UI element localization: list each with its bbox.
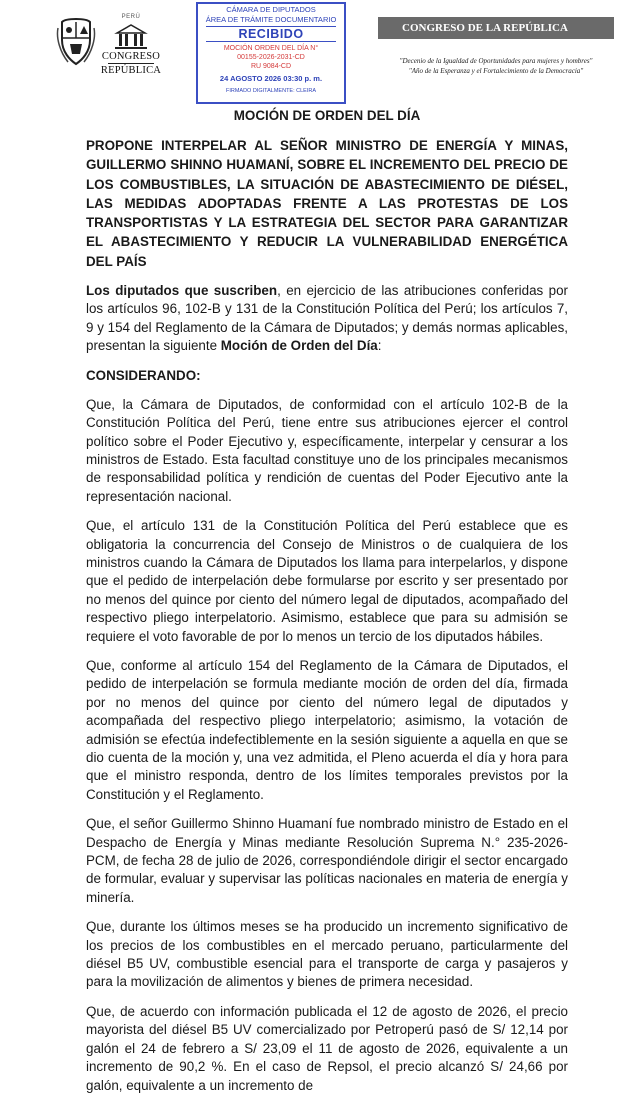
decenio-line2: "Año de la Esperanza y el Fortalecimiento de la Democracia" <box>408 67 584 75</box>
intro-text: , en ejercicio de las atribuciones conferidas por los artículos 96, 102-B y 131 de la Constitución Política del Perú; los artículos 7, 9 y 154 del Reglamento de la Cámara de Diputados; y demás normas aplicables, presentan la siguiente <box>86 283 568 354</box>
intro-paragraph <box>86 282 568 356</box>
stamp-chamber: CÁMARA DE DIPUTADOS <box>226 5 316 14</box>
stamp-area: ÁREA DE TRÁMITE DOCUMENTARIO <box>205 15 337 24</box>
paragraph: Que, el artículo 131 de la Constitución Política del Perú establece que es obligatoria la concurrencia del Consejo de Ministros o de cualquiera de los ministros cuando la Cámara de Diputados los llama para interpelarlos, y dispone que el pedido de interpelación debe formularse por escrito y ser presentado por no menos del quince por ciento del número legal de diputados, acompañado del respectivo pliego interpelatorio. Asimismo, establece que para su admisión se requiere el voto favorable de por lo menos un tercio de los diputados hábiles. <box>86 518 568 644</box>
stamp-ref-label: MOCIÓN ORDEN DEL DÍA N° <box>223 45 319 52</box>
header-banner: CONGRESO DE LA REPÚBLICA <box>378 17 614 39</box>
stamp-status: RECIBIDO <box>206 26 336 42</box>
letterhead <box>0 0 640 108</box>
considerando-heading: CONSIDERANDO: <box>86 367 201 383</box>
peru-label: PERÚ <box>121 14 141 20</box>
document-title: MOCIÓN DE ORDEN DEL DÍA <box>233 108 421 123</box>
wordmark-line2: REPÚBLICA <box>100 65 162 76</box>
paragraph: Que, el señor Guillermo Shinno Huamaní fue nombrado ministro de Estado en el Despacho de Energía y Minas mediante Resolución Suprema N.° 235-2026-PCM, de fecha 28 de julio de 2026, correspondiéndole dirigir el sector encargado de formular, evaluar y supervisar las políticas nacionales en materia de energía y minería. <box>86 816 568 905</box>
stamp-ref-number: 00155-2026-2031-CD <box>237 54 305 61</box>
wordmark-line1: CONGRESO <box>101 51 161 62</box>
intro-motion-name: Moción de Orden del Día <box>220 338 378 354</box>
congress-building-icon <box>111 21 151 51</box>
stamp-ru: RU 9084-CD <box>250 63 292 70</box>
paragraph: Que, durante los últimos meses se ha producido un incremento significativo de los precios de los combustibles en el mercado peruano, particularmente del diésel B5 UV, combustible esencial para el transporte de carga y pasajeros y para la movilización de alimentos y bienes de primera necesidad. <box>86 919 568 990</box>
paragraph: Que, conforme al artículo 154 del Reglamento de la Cámara de Diputados, el pedido de interpelación se formula mediante moción de orden del día, firmada por no menos del quince por ciento del número legal de diputados y acompañada del respectivo pliego interpelatorio; asimismo, la votación de admisión se efectúa indefectiblemente en la sesión siguiente a aquella en que se dio cuenta de la moción y, una vez admitida, el Pleno acuerda el día y hora para que el ministro responda, dentro de los límites temporales previstos por la Constitución y el Reglamento. <box>86 657 568 802</box>
decenio-text <box>378 56 614 76</box>
stamp-date: 24 AGOSTO 2026 03:30 p. m. <box>219 74 323 83</box>
decenio-line1: "Decenio de la Igualdad de Oportunidades para mujeres y hombres" <box>399 57 593 65</box>
paragraph: Que, de acuerdo con información publicada el 12 de agosto de 2026, el precio mayorista del diésel B5 UV comercializado por Petroperú pasó de S/ 12,14 por galón el 24 de febrero a S/ 23,09 el 11 de agosto de 2026, equivalente a un incremento de 90,2 %. En el caso de Repsol, el precio alcanzó S/ 24,66 por galón, equivalente a un incremento de <box>86 1003 568 1093</box>
intro-end: : <box>377 338 382 354</box>
document-body <box>86 108 568 1106</box>
wordmark-divider <box>108 63 154 64</box>
paragraph: Que, la Cámara de Diputados, de conformidad con el artículo 102-B de la Constitución Política del Perú, tiene entre sus atribuciones ejercer el control político sobre el Poder Ejecutivo y, específicamente, interpelar y censurar a los ministros de Estado. Esta facultad constituye uno de los principales mecanismos de responsabilidad política y rendición de cuentas del Poder Ejecutivo ante la representación nacional. <box>86 396 568 504</box>
congress-wordmark <box>100 51 162 76</box>
document-subject: PROPONE INTERPELAR AL SEÑOR MINISTRO DE ENERGÍA Y MINAS, GUILLERMO SHINNO HUAMANÍ, SOBRE EL INCREMENTO DEL PRECIO DE LOS COMBUSTIBLES, LA SITUACIÓN DE ABASTECIMIENTO DE DIÉSEL, LAS MEDIDAS ADOPTADAS FRENTE A LAS PROTESTAS DE LOS TRANSPORTISTAS Y LA ESTRATEGIA DEL SECTOR PARA GARANTIZAR EL ABASTECIMIENTO Y REDUCIR LA VULNERABILIDAD ENERGÉTICA DEL PAÍS <box>86 138 568 269</box>
stamp-signature: FIRMADO DIGITALMENTE: CLEIRA <box>225 88 317 94</box>
intro-subject: Los diputados que suscriben <box>86 283 278 299</box>
congress-logo <box>100 14 162 76</box>
reception-stamp <box>196 2 346 104</box>
peru-coat-of-arms-icon <box>56 18 96 68</box>
